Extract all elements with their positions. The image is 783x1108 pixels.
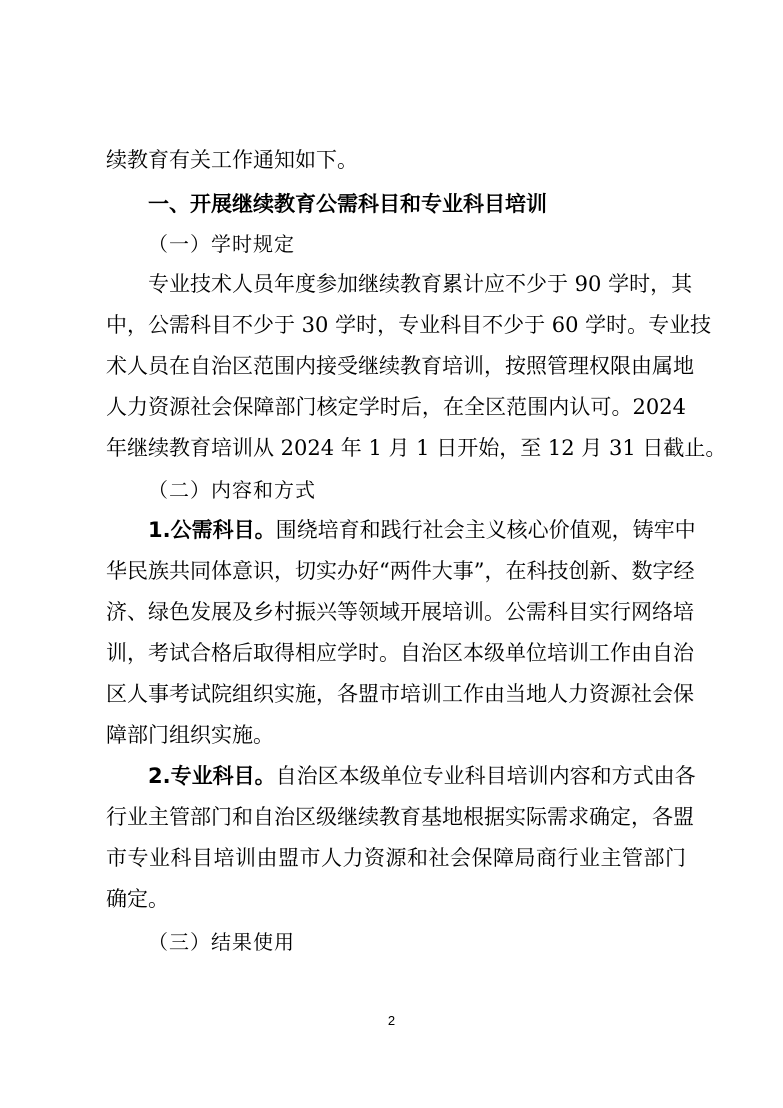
paragraph-public-line-3: 济、绿色发展及乡村振兴等领域开展培训。公需科目实行网络培 [106, 600, 694, 624]
section-heading-1: 一、开展继续教育公需科目和专业科目培训 [148, 192, 547, 216]
paragraph-public-line-5: 区人事考试院组织实施，各盟市培训工作由当地人力资源社会保 [106, 682, 694, 706]
paragraph-public-line-4: 训，考试合格后取得相应学时。自治区本级单位培训工作由自治 [106, 641, 694, 665]
professional-subjects-first: 自治区本级单位专业科目培训内容和方式由各 [275, 764, 696, 788]
paragraph-public-line-1 [148, 516, 696, 544]
paragraph-public-line-2: 华民族共同体意识，切实办好“两件大事”，在科技创新、数字经 [106, 559, 695, 583]
public-subjects-lead: 1.公需科目。 [148, 518, 276, 542]
paragraph-hours-line-5: 年继续教育培训从 2024 年 1 月 1 日开始，至 12 月 31 日截止。 [106, 436, 727, 460]
public-subjects-first: 围绕培育和践行社会主义核心价值观，铸牢中 [275, 518, 696, 542]
paragraph-hours-line-1: 专业技术人员年度参加继续教育累计应不少于 90 学时，其 [148, 272, 693, 296]
paragraph-professional-line-3: 市专业科目培训由盟市人力资源和社会保障局商行业主管部门 [106, 846, 686, 870]
intro-tail-line: 续教育有关工作通知如下。 [106, 148, 358, 172]
paragraph-professional-line-4: 确定。 [106, 887, 169, 911]
paragraph-hours-line-3: 术人员在自治区范围内接受继续教育培训，按照管理权限由属地 [106, 354, 694, 378]
page-number: 2 [387, 1013, 396, 1028]
paragraph-hours-line-2: 中，公需科目不少于 30 学时，专业科目不少于 60 学时。专业技 [106, 313, 712, 337]
professional-subjects-lead: 2.专业科目。 [148, 764, 276, 788]
paragraph-professional-line-2: 行业主管部门和自治区级继续教育基地根据实际需求确定，各盟 [106, 805, 694, 829]
subheading-hours: （一）学时规定 [148, 232, 295, 256]
paragraph-hours-line-4: 人力资源社会保障部门核定学时后，在全区范围内认可。2024 [106, 395, 686, 419]
subheading-results: （三）结果使用 [148, 930, 295, 954]
subheading-content: （二）内容和方式 [148, 478, 316, 502]
paragraph-public-line-6: 障部门组织实施。 [106, 723, 274, 747]
paragraph-professional-line-1 [148, 762, 696, 790]
